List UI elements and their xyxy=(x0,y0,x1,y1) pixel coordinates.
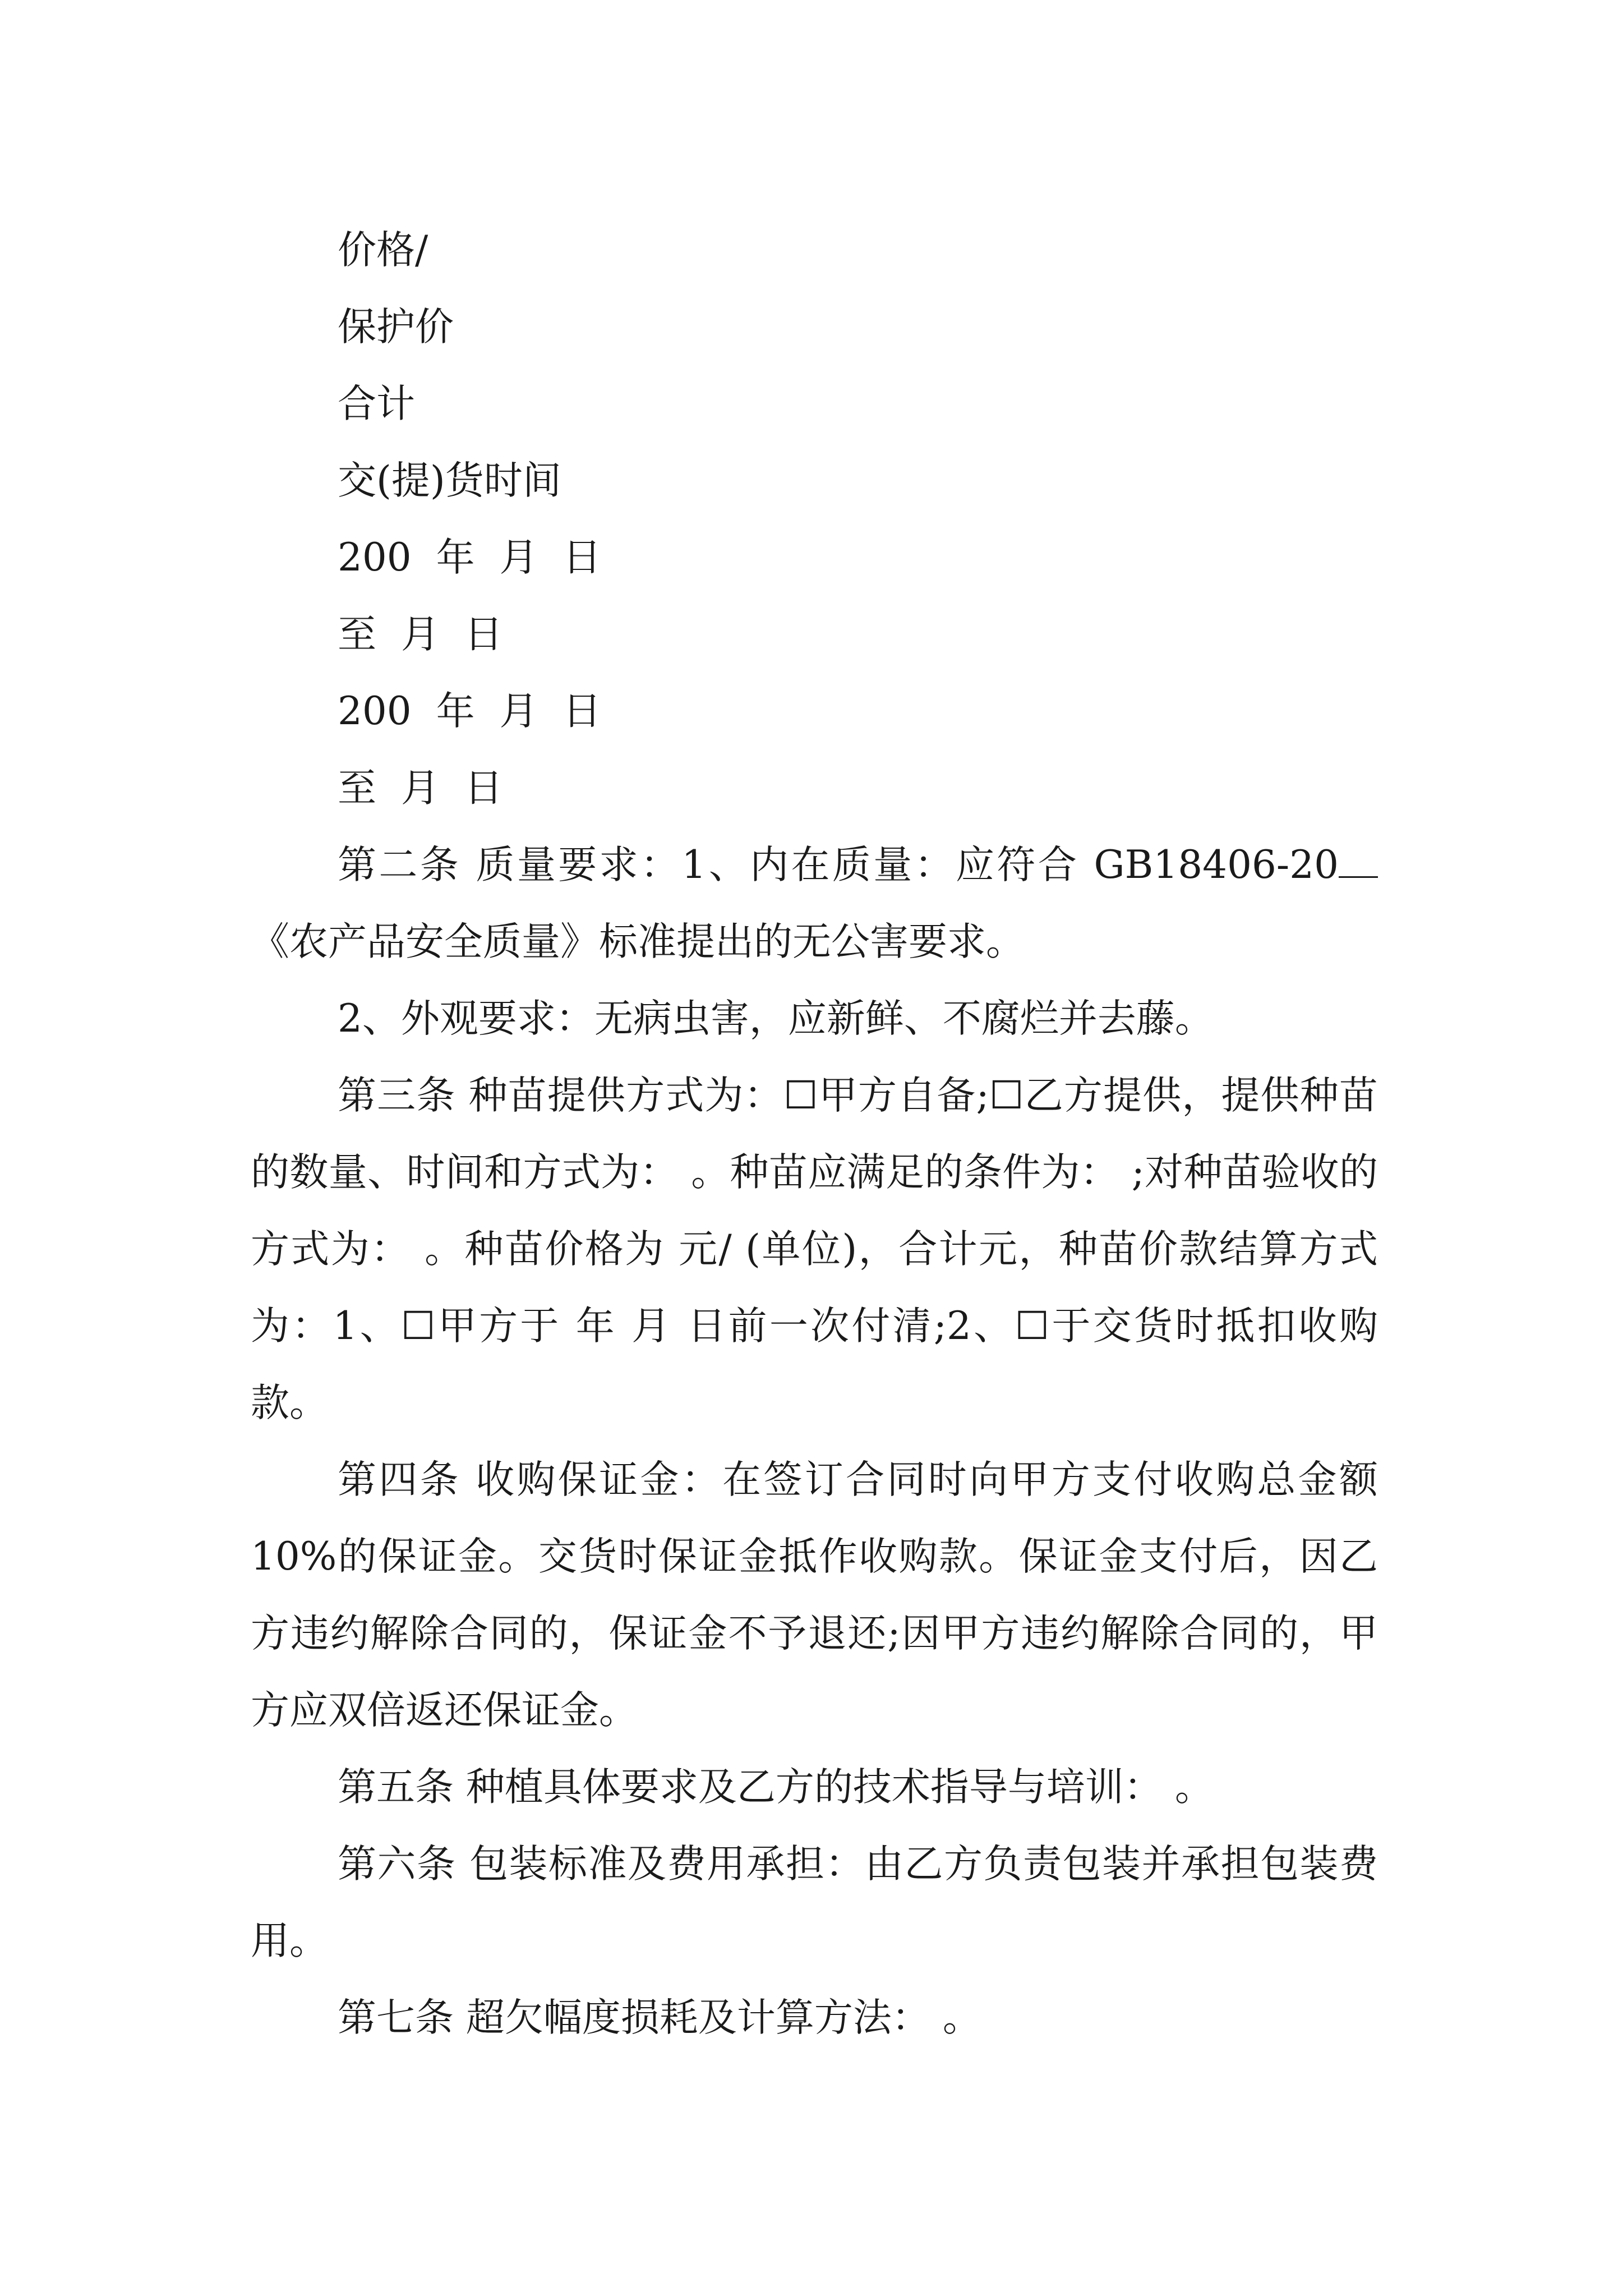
table-cell-date-from-1: 200 年 月 日 xyxy=(338,535,602,580)
table-cell-date-to-2: 至 月 日 xyxy=(338,766,503,811)
table-cell-protection-price-label: 保护价 xyxy=(338,305,454,349)
table-cell-date-from-2: 200 年 月 日 xyxy=(338,689,602,734)
table-cell-date-to-1: 至 月 日 xyxy=(338,612,503,657)
article-2-quality-text: 第二条 质量要求：1、内在质量：应符合 GB18406-20 xyxy=(338,843,1339,887)
table-cell-price-label: 价格/ xyxy=(338,228,428,273)
article-2-standard-text: 《农产品安全质量》标准提出的无公害要求。 xyxy=(251,919,1025,964)
article-2-appearance-paragraph: 2、外观要求：无病虫害，应新鲜、不腐烂并去藤。 xyxy=(338,996,1214,1041)
article-6-paragraph: 第六条 包装标准及费用承担：由乙方负责包装并承担包装费用。 xyxy=(251,1842,1378,1963)
table-cell-delivery-time-label: 交(提)货时间 xyxy=(338,458,561,503)
fill-in-blank xyxy=(1339,848,1378,878)
article-5-paragraph: 第五条 种植具体要求及乙方的技术指导与培训： 。 xyxy=(338,1765,1214,1810)
article-4-paragraph: 第四条 收购保证金：在签订合同时向甲方支付收购总金额 10%的保证金。交货时保证金抵作收购款。保证金支付后，因乙方违约解除合同的，保证金不予退还;因甲方违约解除合同的，甲方应双倍返还保证金。 xyxy=(251,1457,1378,1733)
table-cell-total-label: 合计 xyxy=(338,381,415,426)
document-body xyxy=(251,212,1378,2056)
article-7-paragraph: 第七条 超欠幅度损耗及计算方法： 。 xyxy=(338,1995,981,2040)
article-2-paragraph xyxy=(251,827,1378,981)
article-3-paragraph: 第三条 种苗提供方式为：☐甲方自备;☐乙方提供，提供种苗的数量、时间和方式为： 。种苗应满足的条件为： ;对种苗验收的方式为： 。种苗价格为 元/ (单位)，合计元，种苗价款结算方式为：1、☐甲方于 年 月 日前一次付清;2、☐于交货时抵扣收购款。 xyxy=(251,1073,1378,1425)
